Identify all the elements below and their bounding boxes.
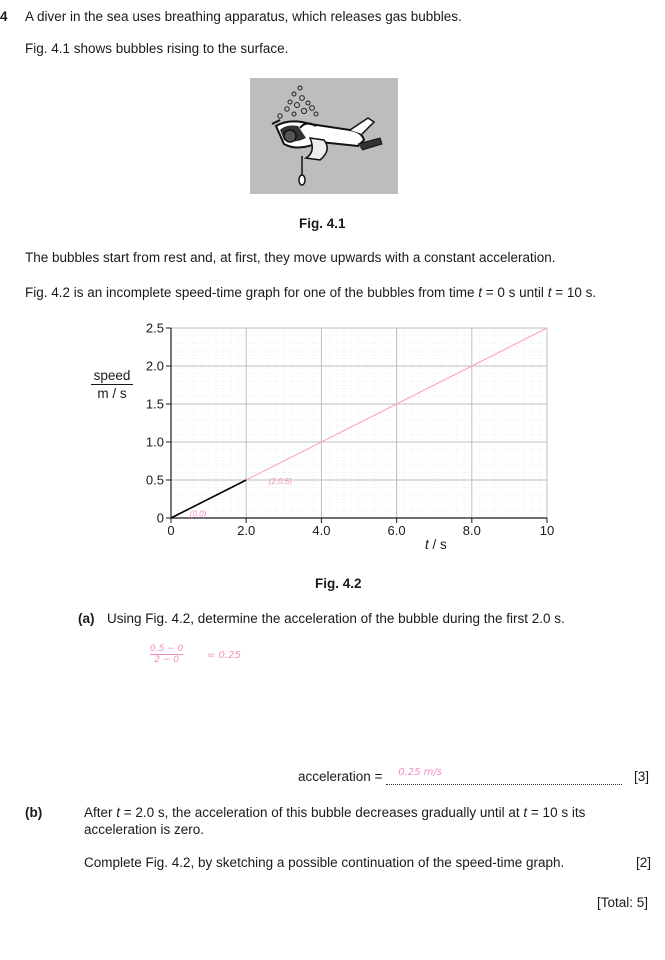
handwritten-working [150,644,183,665]
y-label-bottom: m / s [97,386,127,401]
series-line-0 [171,480,246,518]
paragraph-1: The bubbles start from rest and, at first, they move upwards with a constant acceleration. [25,250,556,265]
x-tick-label: 2.0 [237,523,256,538]
x-axis-label [425,537,447,552]
part-b-label: (b) [25,805,43,820]
para2-a: Fig. 4.2 is an incomplete speed-time graph for one of the bubbles from time [25,285,479,300]
para2-c: = 10 s. [551,285,597,300]
fig1-caption: Fig. 4.1 [299,216,346,231]
answer-handwritten: 0.25 m/s [398,767,442,778]
b-line1-b: = 2.0 s, the acceleration of this bubble decreases gradually until at [120,805,524,820]
point-annotation: (2,0.5) [268,476,292,486]
answer-line [298,769,622,785]
data-series [171,328,547,518]
x-tick-label: 10 [539,523,555,538]
working-result: = 0.25 [207,650,241,661]
x-label-t: t [425,537,429,552]
answer-label: acceleration = [298,769,387,784]
tick-labels [146,321,554,539]
fig1-intro: Fig. 4.1 shows bubbles rising to the surface. [25,41,289,56]
para2-t1: t [478,285,483,300]
b-line1-t2: t [523,805,528,820]
y-tick-label: 2.5 [145,320,164,336]
part-a-label: (a) [78,611,95,626]
b-line1-c: = 10 s its [527,805,586,820]
part-b-marks: [2] [636,855,652,870]
working-numerator: 0.5 − 0 [150,644,184,654]
y-tick-label: 1.0 [145,434,164,450]
x-tick-label: 6.0 [387,523,406,538]
b-line1-t1: t [116,805,121,820]
total-marks: [Total: 5] [597,895,649,910]
x-tick-label: 8.0 [462,523,481,538]
part-a-text: Using Fig. 4.2, determine the acceleration of the bubble during the first 2.0 s. [107,611,565,626]
b-line1-a: After [84,805,117,820]
part-b-line2: acceleration is zero. [84,822,205,837]
working-denominator: 2 − 0 [154,655,180,665]
y-tick-label: 2.0 [145,358,164,374]
y-axis-label [91,368,133,401]
answer-field[interactable] [386,769,622,785]
x-tick-label: 0 [167,523,175,538]
intro-text: A diver in the sea uses breathing apparatus, which releases gas bubbles. [25,9,462,24]
x-tick-label: 4.0 [312,523,331,538]
y-tick-label: 1.5 [145,396,164,412]
question-number: 4 [0,9,8,24]
y-tick-label: 0 [156,510,164,526]
part-b-instruction: Complete Fig. 4.2, by sketching a possible continuation of the speed-time graph. [84,855,565,870]
fig2-caption: Fig. 4.2 [315,576,362,591]
part-a-marks: [3] [634,769,650,784]
para2-b: = 0 s until [482,285,548,300]
x-label-unit: / s [428,537,447,552]
para2-t2: t [547,285,552,300]
part-b-line1 [84,805,585,820]
point-annotation: (0,0) [189,509,207,519]
y-label-top: speed [91,368,133,385]
y-tick-label: 0.5 [145,472,164,488]
